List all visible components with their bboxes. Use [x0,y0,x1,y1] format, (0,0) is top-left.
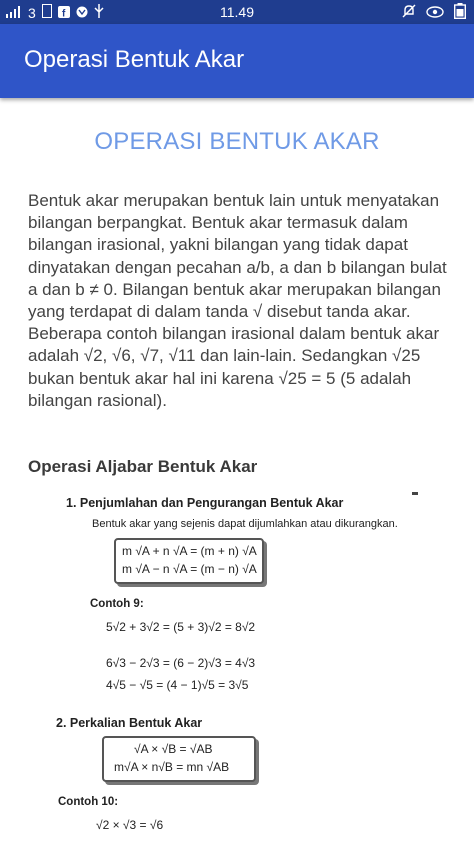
example9-line2: 6√3 − 2√3 = (6 − 2)√3 = 4√3 [106,656,256,670]
formula-multiplication-2: m√A × n√B = mn √AB [114,760,230,774]
app-bar [0,24,474,98]
intro-paragraph: Bentuk akar merupakan bentuk lain untuk menyatakan bilangan berpangkat. Bentuk akar termasuk dalam bilangan irasional, yakni bilangan yang tidak dapat dinyatakan dengan pecahan a/b, a dan b bilangan bulat a dan b ≠ 0. Bilangan bentuk akar merupakan bilangan yang terdapat di dalam tanda √ disebut tanda akar. Beberapa contoh bilangan irasional dalam bentuk akar adalah √2, √6, √7, √11 dan lain-lain. Sedangkan √25 bukan bentuk akar hal ini karena √25 = 5 (5 adalah bilangan rasional). [28,191,447,410]
article-content[interactable] [0,98,474,842]
article-title: OPERASI BENTUK AKAR [94,128,380,155]
example10-label: Contoh 10: [58,796,119,808]
formula-addition: m √A + n √A = (m + n) √A [122,544,257,558]
example10-line1: √2 × √3 = √6 [96,818,164,832]
formula-box-2 [102,736,256,782]
section-title: Operasi Aljabar Bentuk Akar [28,457,258,476]
example9-label: Contoh 9: [90,598,144,610]
status-bar [0,0,474,24]
app-title: Operasi Bentuk Akar [24,46,245,73]
math-formula-image [56,488,420,842]
clock: 11.49 [220,4,254,20]
svg-text:f: f [61,8,66,18]
item1-title: 1. Penjumlahan dan Pengurangan Bentuk Akar [66,496,344,510]
example9-line1: 5√2 + 3√2 = (5 + 3)√2 = 8√2 [106,620,256,634]
network-indicator: 3 [28,4,36,21]
eye-icon [426,5,444,21]
example9-line3: 4√5 − √5 = (4 − 1)√5 = 3√5 [106,678,249,692]
battery-icon [454,3,466,22]
image-corner-mark [412,492,418,495]
item1-description: Bentuk akar yang sejenis dapat dijumlahkan atau dikurangkan. [92,518,398,530]
formula-subtraction: m √A − n √A = (m − n) √A [122,562,257,576]
item2-title: 2. Perkalian Bentuk Akar [56,716,203,730]
formula-multiplication-1: √A × √B = √AB [134,742,213,756]
mute-icon [402,4,416,21]
formula-box-1 [114,538,264,584]
status-right [402,3,466,22]
